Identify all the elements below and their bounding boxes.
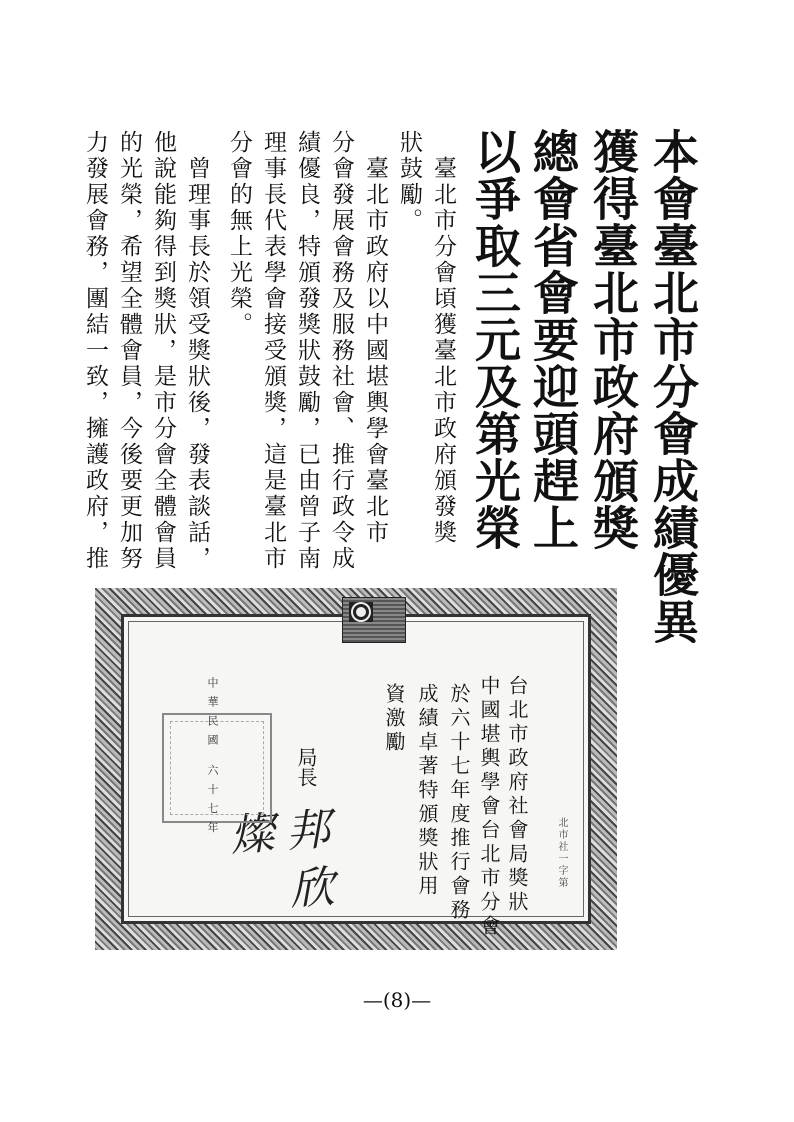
body-column-11: 力發展會務，團結一致，擁護政府，推 [82, 130, 108, 572]
article-body [78, 130, 458, 600]
body-column-3: 臺北市政府以中國堪輿學會臺北市 [362, 130, 388, 546]
certificate-line-4: 成績卓著特頒獎狀用 [415, 683, 439, 899]
headline-line-4: 以爭取三元及第光榮 [468, 128, 522, 551]
body-column-4: 分會發展會務及服務社會、推行政令成 [328, 130, 354, 572]
body-column-2: 狀鼓勵。 [396, 130, 422, 234]
award-certificate [95, 588, 617, 950]
certificate-line-2: 中國堪輿學會台北市分會 [477, 675, 501, 939]
body-column-6: 理事長代表學會接受頒獎，這是臺北市 [260, 130, 286, 572]
page-number: —(8)— [362, 988, 432, 1012]
body-column-9: 他說能夠得到獎狀，是市分會全體會員 [150, 130, 176, 572]
body-column-5: 績優良，特頒發獎狀鼓勵，已由曾子南 [294, 130, 320, 572]
certificate-date: 中華民國 六十七年 [206, 677, 219, 841]
director-label: 局長 [294, 747, 318, 787]
headline-line-2: 獲得臺北市政府頒獎 [586, 128, 640, 551]
certificate-line-3: 於六十七年度推行會務 [447, 683, 471, 923]
body-column-1: 臺北市分會頃獲臺北市政府頒發獎 [430, 130, 456, 546]
director-signature: 邦 欣 燦 [220, 805, 335, 911]
certificate-panel [121, 614, 591, 939]
headline-line-3: 總會省會要迎頭趕上 [526, 128, 580, 551]
body-column-8: 曾理事長於領受獎狀後，發表談話， [184, 130, 210, 572]
national-flag-icon [342, 597, 406, 643]
headline [468, 128, 700, 645]
certificate-line-1: 台北市政府社會局獎狀 [505, 675, 529, 915]
body-column-10: 的光榮，希望全體會員，今後要更加努 [116, 130, 142, 572]
headline-line-1: 本會臺北市分會成績優異 [646, 128, 700, 645]
certificate-line-5: 資激勵 [382, 683, 406, 755]
body-column-7: 分會的無上光榮。 [226, 130, 252, 338]
certificate-serial: 北市社一字第 [556, 817, 567, 889]
